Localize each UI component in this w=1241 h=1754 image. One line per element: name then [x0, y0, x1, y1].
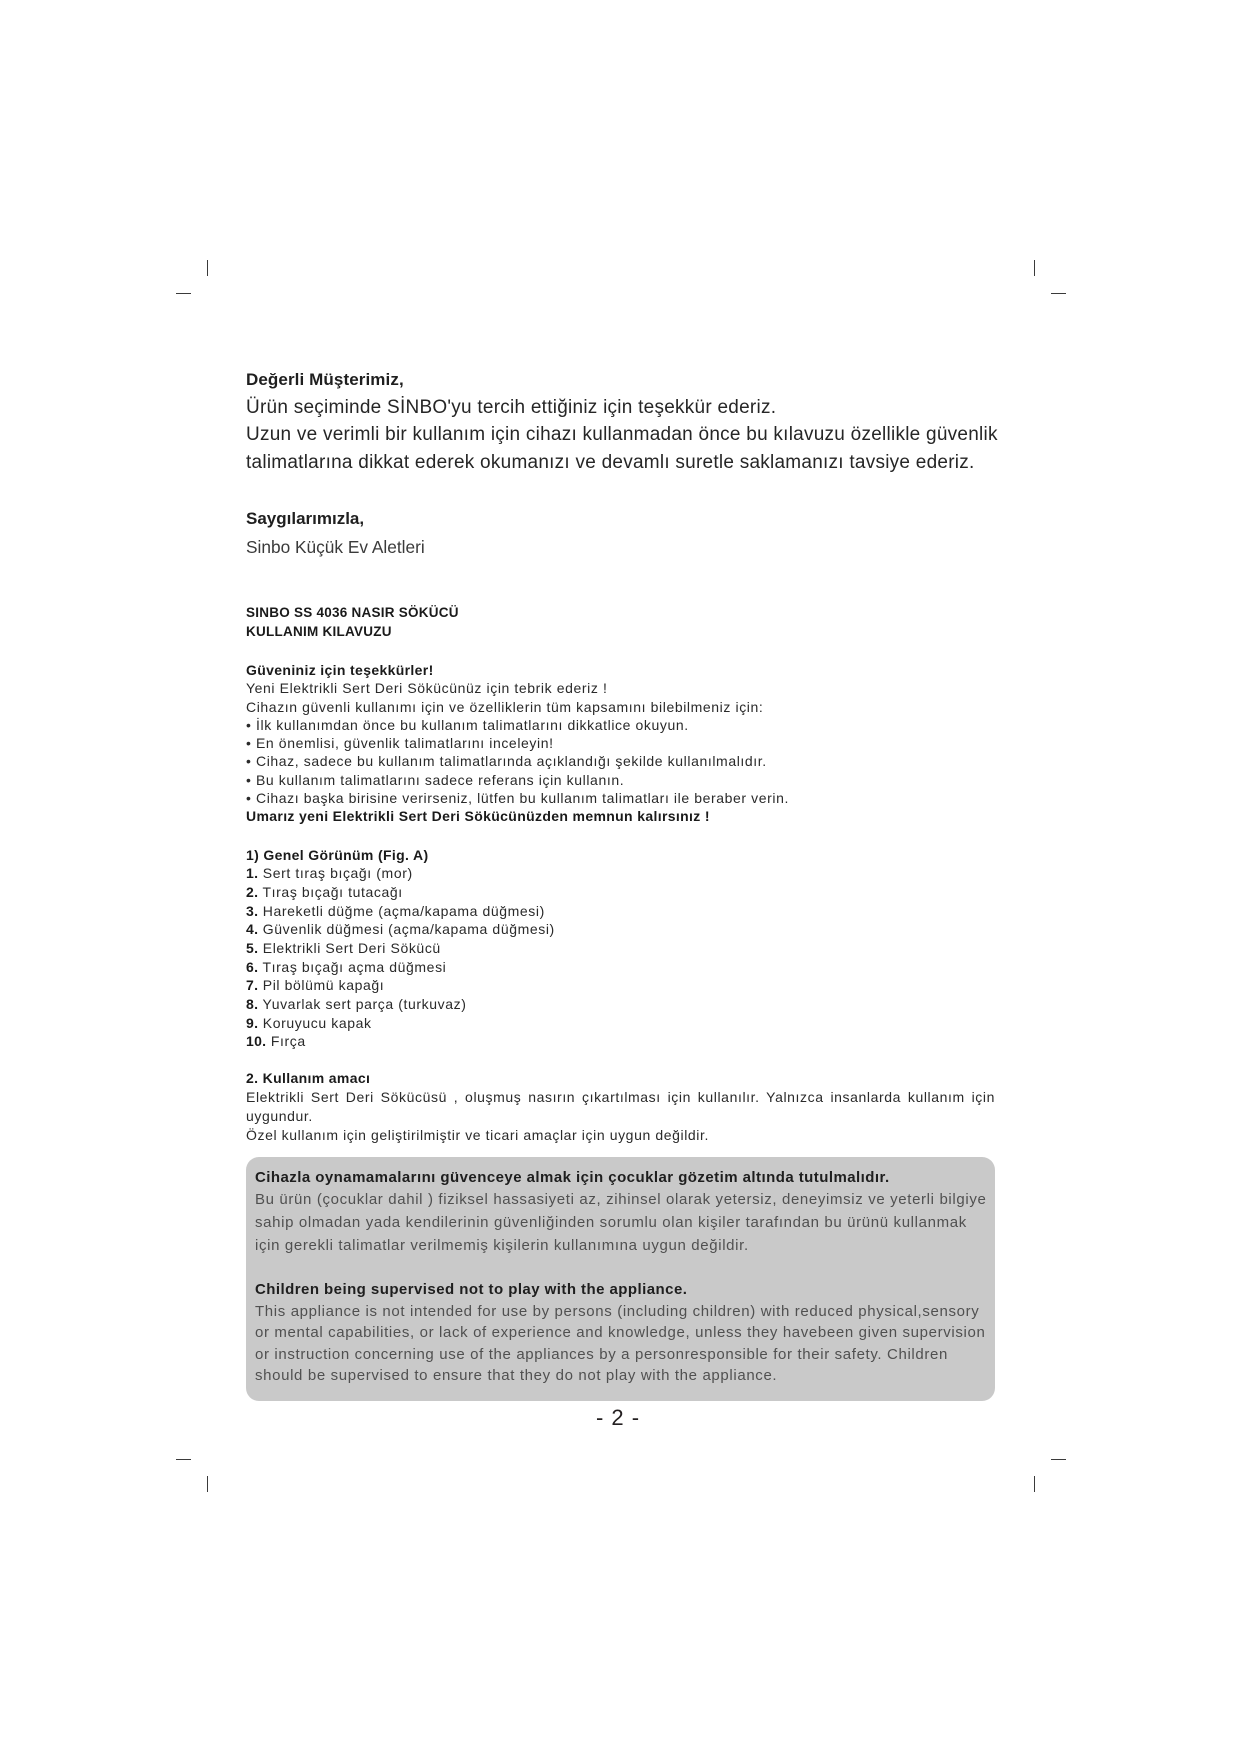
- bullet-item: • Cihazı başka birisine verirseniz, lütfen bu kullanım talimatları ile beraber verin.: [246, 789, 790, 806]
- part-label: Tıraş bıçağı açma düğmesi: [262, 958, 447, 975]
- part-list-item: [246, 902, 555, 921]
- thanks-line: Cihazın güvenli kullanımı için ve özelliklerin tüm kapsamını bilebilmeniz için:: [246, 698, 764, 715]
- notice-line-tr: Bu ürün (çocuklar dahil ) fiziksel hassasiyeti az, zihinsel olarak yetersiz, deneyimsiz ve yeterli bilgiye: [255, 1191, 987, 1209]
- crop-mark-bottom-left-horizontal: [176, 1459, 191, 1461]
- crop-mark-top-right-horizontal: [1051, 293, 1066, 295]
- greeting-line: Uzun ve verimli bir kullanım için cihazı kullanmadan önce bu kılavuzu özellikle güvenlik: [246, 424, 998, 446]
- purpose-line: Elektrikli Sert Deri Sökücüsü , oluşmuş nasırın çıkartılması için kullanılır. Yalnızca insanlarda kullanım için: [246, 1088, 995, 1105]
- part-list-item: [246, 864, 555, 883]
- greeting-salutation: Değerli Müşterimiz,: [246, 370, 404, 389]
- part-label: Yuvarlak sert parça (turkuvaz): [262, 996, 467, 1013]
- part-number: 3.: [246, 902, 259, 919]
- child-safety-notice-box: [246, 1157, 995, 1401]
- part-number: 1.: [246, 865, 259, 882]
- part-number: 2.: [246, 883, 259, 900]
- notice-line-en: or instruction concerning use of the appliances by a personresponsible for their safety. Children: [255, 1345, 948, 1363]
- thanks-closing: Umarız yeni Elektrikli Sert Deri Sökücünüzden memnun kalırsınız !: [246, 808, 710, 824]
- part-label: Tıraş bıçağı tutacağı: [262, 883, 403, 900]
- crop-mark-top-right-vertical: [1034, 260, 1036, 276]
- bullet-item: • En önemlisi, güvenlik talimatlarını inceleyin!: [246, 735, 554, 751]
- notice-turkish: [255, 1167, 986, 1259]
- thanks-line: Yeni Elektrikli Sert Deri Sökücünüz için tebrik ederiz !: [246, 680, 608, 697]
- part-list-item: [246, 920, 555, 939]
- crop-mark-top-left-horizontal: [176, 293, 191, 295]
- crop-mark-bottom-right-horizontal: [1051, 1459, 1066, 1461]
- greeting-line: Ürün seçiminde SİNBO'yu tercih ettiğiniz için teşekkür ederiz.: [246, 396, 777, 418]
- bullet-item: • İlk kullanımdan önce bu kullanım talimatlarını dikkatlice okuyun.: [246, 716, 689, 733]
- part-list-item: [246, 995, 555, 1014]
- purpose-section: [246, 1069, 995, 1145]
- thanks-heading: Güveniniz için teşekkürler!: [246, 662, 434, 678]
- notice-english: [255, 1279, 985, 1387]
- notice-heading-en: Children being supervised not to play with the appliance.: [255, 1281, 688, 1299]
- crop-mark-bottom-right-vertical: [1034, 1476, 1036, 1492]
- part-label: Hareketli düğme (açma/kapama düğmesi): [262, 902, 545, 919]
- part-number: 6.: [246, 958, 259, 975]
- notice-line-en: or mental capabilities, or lack of experience and knowledge, unless they havebeen given supervision: [255, 1324, 986, 1342]
- crop-mark-bottom-left-vertical: [207, 1476, 209, 1492]
- part-number: 8.: [246, 996, 259, 1013]
- part-number: 4.: [246, 921, 259, 938]
- closing-signature: Sinbo Küçük Ev Aletleri: [246, 537, 425, 557]
- crop-mark-top-left-vertical: [207, 260, 209, 276]
- part-label: Sert tıraş bıçağı (mor): [262, 865, 413, 882]
- notice-line-en: should be supervised to ensure that they do not play with the appliance.: [255, 1367, 778, 1385]
- purpose-line: uygundur.: [246, 1107, 313, 1124]
- greeting: [246, 366, 998, 477]
- thanks-section: [246, 661, 789, 825]
- part-number: 5.: [246, 940, 259, 957]
- part-label: Elektrikli Sert Deri Sökücü: [262, 940, 441, 957]
- part-label: Fırça: [270, 1033, 306, 1050]
- manual-subtitle: KULLANIM KILAVUZU: [246, 623, 392, 639]
- greeting-line: talimatlarına dikkat ederek okumanızı ve devamlı suretle saklamanızı tavsiye ederiz.: [246, 452, 975, 474]
- bullet-item: • Cihaz, sadece bu kullanım talimatlarında açıklandığı şekilde kullanılmalıdır.: [246, 753, 767, 770]
- part-list-item: [246, 976, 555, 995]
- part-label: Güvenlik düğmesi (açma/kapama düğmesi): [262, 921, 555, 938]
- purpose-line: Özel kullanım için geliştirilmiştir ve ticari amaçlar için uygun değildir.: [246, 1126, 709, 1143]
- part-number: 10.: [246, 1033, 267, 1050]
- bullet-item: • Bu kullanım talimatlarını sadece referans için kullanın.: [246, 771, 625, 788]
- part-number: 7.: [246, 977, 259, 994]
- part-list-item: [246, 958, 555, 977]
- part-list-item: [246, 1032, 555, 1051]
- notice-line-en: This appliance is not intended for use by persons (including children) with reduced physical,sensory: [255, 1302, 980, 1320]
- part-list-item: [246, 939, 555, 958]
- part-number: 9.: [246, 1014, 259, 1031]
- overview-heading: 1) Genel Görünüm (Fig. A): [246, 846, 429, 863]
- part-label: Pil bölümü kapağı: [262, 977, 385, 994]
- part-label: Koruyucu kapak: [262, 1014, 372, 1031]
- closing-label: Saygılarımızla,: [246, 509, 365, 528]
- overview-section: [246, 846, 555, 1052]
- notice-line-tr: sahip olmadan yada kendilerinin güvenliğinden sorumlu olan kişiler tarafından bu ürünü kullanmak: [255, 1214, 967, 1232]
- notice-line-tr: için gerekli talimatlar verilmemiş kişilerin kullanımına uygun değildir.: [255, 1237, 749, 1255]
- notice-heading-tr: Cihazla oynamamalarını güvenceye almak için çocuklar gözetim altında tutulmalıdır.: [255, 1168, 890, 1186]
- closing: [246, 505, 425, 561]
- product-title: SINBO SS 4036 NASIR SÖKÜCÜ: [246, 604, 459, 620]
- manual-title: [246, 603, 459, 641]
- part-list-item: [246, 883, 555, 902]
- page-number: - 2 -: [595, 1405, 641, 1430]
- purpose-heading: 2. Kullanım amacı: [246, 1069, 371, 1086]
- part-list-item: [246, 1014, 555, 1033]
